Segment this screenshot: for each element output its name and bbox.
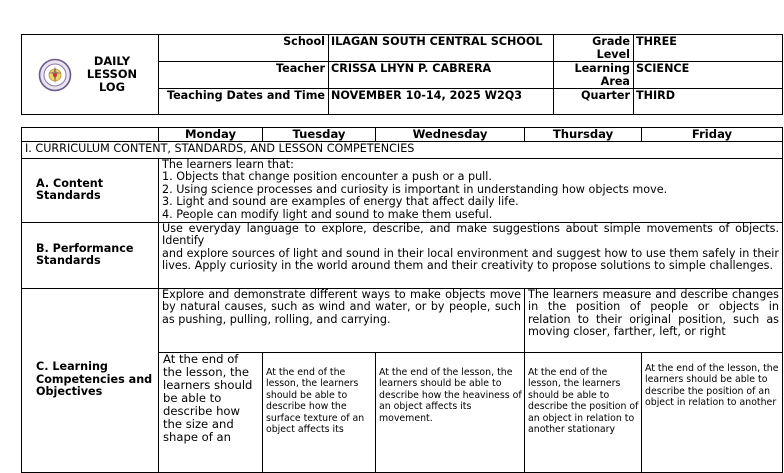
- school-value: ILAGAN SOUTH CENTRAL SCHOOL: [329, 35, 554, 62]
- header-table: [21, 34, 783, 115]
- document-title: DAILY LESSON LOG: [86, 54, 138, 94]
- content-standard-item: 2. Using science processes and curiosity is important in understanding how objects move.: [162, 182, 668, 196]
- day-header-wednesday: Wednesday: [376, 128, 525, 142]
- quarter-value: THIRD: [634, 89, 783, 115]
- day-header-monday: Monday: [159, 128, 263, 142]
- deped-seal-logo: [38, 58, 72, 92]
- teacher-label: Teacher: [159, 62, 329, 89]
- dates-time-label: Teaching Dates and Time: [159, 89, 329, 115]
- content-standard-item: 1. Objects that change position encounter a push or a pull.: [162, 170, 492, 183]
- performance-standards-line: and explore sources of light and sound in their local environment and suggest how to use them safely in their lives. Apply curiosity in the world around them and their creativity to propose solutions to simple challenges.: [162, 246, 780, 272]
- lesson-log-table: [21, 127, 783, 473]
- objective-wednesday: At the end of the lesson, the learners should be able to describe how the heaviness of an object affects its movement.: [376, 352, 525, 472]
- learning-competencies-label: C. Learning Competencies and Objectives: [22, 288, 159, 472]
- grade-level-label: Grade Level: [554, 35, 634, 62]
- objective-friday: At the end of the lesson, the learners should be able to describe the position of an object in relation to another: [642, 352, 783, 472]
- performance-standards-text: [159, 222, 783, 288]
- content-standards-text: [159, 158, 783, 222]
- competency-row: [22, 288, 783, 352]
- performance-standards-line: Use everyday language to explore, describe, and make suggestions about simple movements of objects. Identify: [162, 221, 780, 247]
- content-standard-item: 4. People can modify light and sound to make them useful.: [162, 207, 493, 221]
- competency-right: The learners measure and describe changes in the position of people or objects in relation to their original position, such as moving closer, farther, left, or right: [525, 288, 783, 352]
- learning-area-value: SCIENCE: [634, 62, 783, 89]
- objective-tuesday: At the end of the lesson, the learners should be able to describe how the surface texture of an object affects its: [263, 352, 376, 472]
- section-title-row: [22, 141, 783, 158]
- school-label: School: [159, 35, 329, 62]
- logo-title-cell: [22, 35, 159, 115]
- day-header-tuesday: Tuesday: [263, 128, 376, 142]
- blank-corner-cell: [22, 128, 159, 142]
- day-header-row: [22, 128, 783, 142]
- content-standards-intro: The learners learn that:: [162, 157, 294, 171]
- content-standards-row: [22, 158, 783, 222]
- grade-level-value: THREE: [634, 35, 783, 62]
- performance-standards-label: B. Performance Standards: [22, 222, 159, 288]
- objective-monday: At the end of the lesson, the learners should be able to describe how the size and shape of an: [159, 352, 263, 472]
- day-header-thursday: Thursday: [525, 128, 642, 142]
- content-standard-item: 3. Light and sound are examples of energy that affect daily life.: [162, 195, 519, 208]
- teacher-value: CRISSA LHYN P. CABRERA: [329, 62, 554, 89]
- day-header-friday: Friday: [642, 128, 783, 142]
- performance-standards-row: [22, 222, 783, 288]
- objective-thursday: At the end of the lesson, the learners should be able to describe the position of an object in relation to another stationary: [525, 352, 642, 472]
- section-title: I. CURRICULUM CONTENT, STANDARDS, AND LESSON COMPETENCIES: [22, 141, 783, 158]
- learning-area-label: Learning Area: [554, 62, 634, 89]
- competency-left: Explore and demonstrate different ways to make objects move by natural causes, such as wind and water, or by people, such as pushing, pulling, rolling, and carrying.: [159, 288, 525, 352]
- content-standards-label: A. Content Standards: [22, 158, 159, 222]
- dates-time-value: NOVEMBER 10-14, 2025 W2Q3: [329, 89, 554, 115]
- quarter-label: Quarter: [554, 89, 634, 115]
